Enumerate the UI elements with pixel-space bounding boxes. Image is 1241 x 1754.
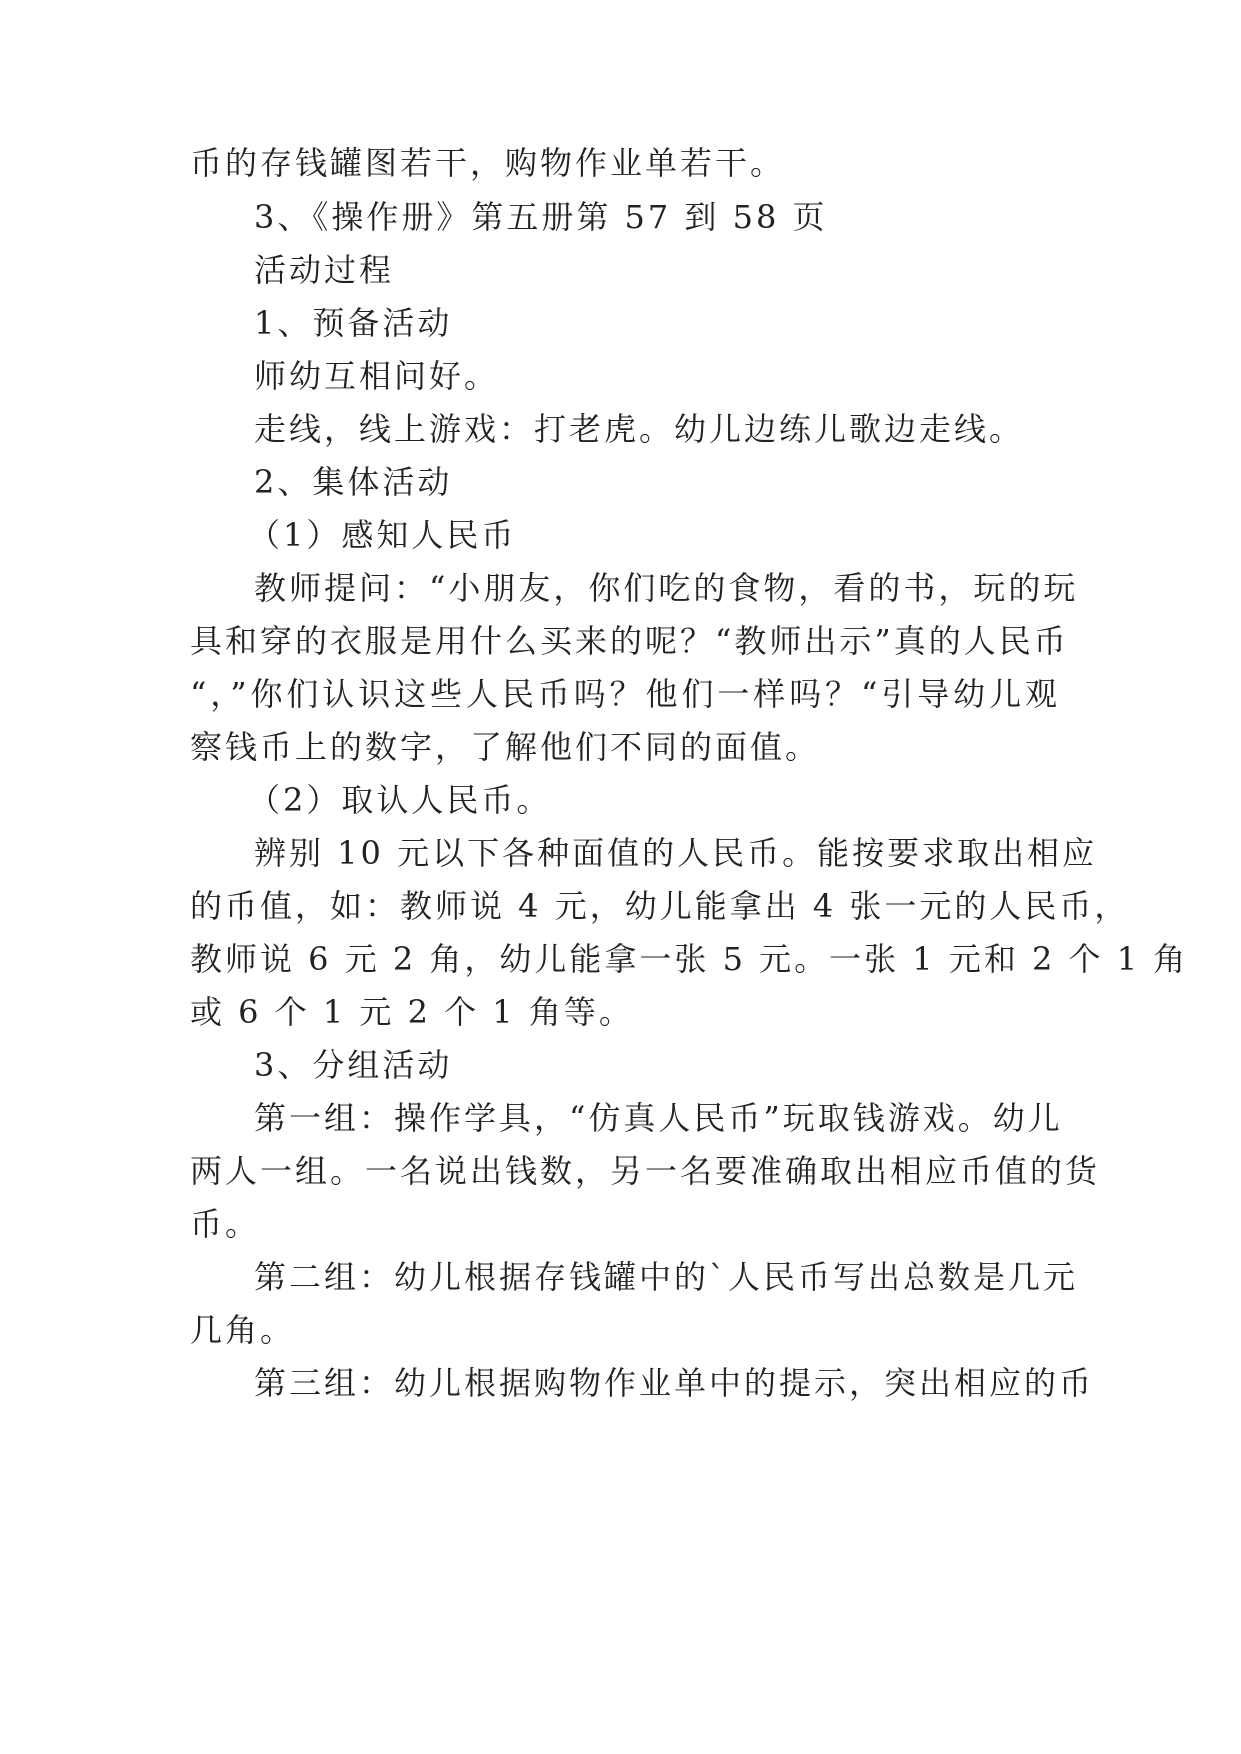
paragraph-line: 几角。 xyxy=(190,1311,296,1349)
subsection-heading: （1）感知人民币 xyxy=(248,516,517,554)
section-heading: 活动过程 xyxy=(254,251,395,289)
paragraph-line: 辨别 10 元以下各种面值的人民币。能按要求取出相应 xyxy=(254,834,1098,872)
paragraph-line: 察钱币上的数字，了解他们不同的面值。 xyxy=(190,728,821,766)
paragraph-line: 或 6 个 1 元 2 个 1 角等。 xyxy=(190,993,634,1031)
paragraph-line: 教师说 6 元 2 角，幼儿能拿一张 5 元。一张 1 元和 2 个 1 角 xyxy=(190,940,1189,978)
paragraph-line: 第三组：幼儿根据购物作业单中的提示，突出相应的币 xyxy=(254,1364,1095,1402)
paragraph-line: 第一组：操作学具，“仿真人民币”玩取钱游戏。幼儿 xyxy=(254,1099,1063,1137)
paragraph-line: 两人一组。一名说出钱数，另一名要准确取出相应币值的货 xyxy=(190,1152,1101,1190)
paragraph-line: “，”你们认识这些人民币吗？他们一样吗？“引导幼儿观 xyxy=(190,675,1060,713)
paragraph-line: 第二组：幼儿根据存钱罐中的`人民币写出总数是几元 xyxy=(254,1258,1079,1296)
paragraph-line: 币的存钱罐图若干，购物作业单若干。 xyxy=(190,144,786,182)
section-heading: 3、分组活动 xyxy=(254,1046,453,1084)
paragraph-line: 的币值，如：教师说 4 元，幼儿能拿出 4 张一元的人民币， xyxy=(190,887,1130,925)
paragraph-line: 具和穿的衣服是用什么买来的呢？“教师出示”真的人民币 xyxy=(190,622,1069,660)
subsection-heading: （2）取认人民币。 xyxy=(248,781,552,819)
paragraph-line: 师幼互相问好。 xyxy=(254,357,500,395)
paragraph-line: 币。 xyxy=(190,1205,261,1243)
paragraph-line: 3、《操作册》第五册第 57 到 58 页 xyxy=(254,198,828,236)
paragraph-line: 走线，线上游戏：打老虎。幼儿边练儿歌边走线。 xyxy=(254,410,1025,448)
section-heading: 1、预备活动 xyxy=(254,304,453,342)
section-heading: 2、集体活动 xyxy=(254,463,453,501)
paragraph-line: 教师提问：“小朋友，你们吃的食物，看的书，玩的玩 xyxy=(254,569,1079,607)
